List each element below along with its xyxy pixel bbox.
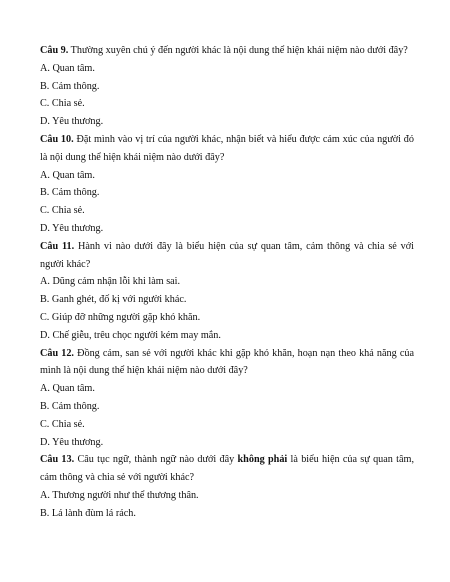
answer-option: D. Yêu thương. [40, 116, 104, 128]
answer-option: A. Dũng cảm nhận lỗi khi làm sai. [40, 276, 181, 288]
question-emphasis: không phải [237, 454, 288, 466]
question-body: Thường xuyên chú ý đến người khác là nội dung thể hiện khái niệm nào dưới đây? [68, 45, 408, 56]
answer-option: C. Chia sẻ. [40, 418, 85, 430]
question-text [40, 131, 414, 167]
question-number: Câu 12. [40, 347, 74, 359]
question-number: Câu 10. [40, 133, 74, 145]
answer-option: B. Cảm thông. [40, 187, 100, 199]
answer-option: A. Quan tâm. [40, 383, 95, 395]
answer-option: A. Quan tâm. [40, 169, 95, 181]
question-text [40, 451, 414, 487]
question-text [40, 42, 414, 60]
question-13 [40, 451, 414, 522]
question-text [40, 345, 414, 381]
question-body: Hành vi nào dưới đây là biểu hiện của sự quan tâm, cảm thông và chia sẻ với người khác? [40, 240, 414, 270]
answer-option: A. Quan tâm. [40, 62, 95, 74]
answer-option: C. Chia sẻ. [40, 205, 85, 217]
question-body: Đồng cảm, san sẻ với người khác khi gặp khó khăn, hoạn nạn theo khả năng của mình là nội dung thể hiện khái niệm nào dưới đây? [40, 347, 414, 377]
answer-option: C. Giúp đỡ những người gặp khó khăn. [40, 311, 201, 323]
question-number: Câu 11. [40, 240, 75, 252]
answer-option: B. Cảm thông. [40, 80, 100, 92]
answer-option: B. Lá lành đùm lá rách. [40, 507, 136, 519]
question-10 [40, 131, 414, 238]
question-text [40, 238, 414, 274]
answer-option: C. Chia sẻ. [40, 98, 85, 110]
question-number: Câu 9. [40, 45, 69, 56]
question-9 [40, 42, 414, 131]
answer-option: B. Ganh ghét, đố kị với người khác. [40, 294, 187, 306]
answer-option: D. Chế giễu, trêu chọc người kém may mắn. [40, 329, 221, 341]
answer-option: D. Yêu thương. [40, 222, 104, 234]
question-number: Câu 13. [40, 454, 75, 466]
question-11 [40, 238, 414, 345]
question-body-after: là biểu hiện của sự quan tâm, cảm thông và chia sẻ với người khác? [40, 454, 414, 484]
question-body-before: Câu tục ngữ, thành ngữ nào dưới đây [74, 454, 238, 466]
answer-option: D. Yêu thương. [40, 436, 104, 448]
answer-option: B. Cảm thông. [40, 400, 100, 412]
question-body: Đặt mình vào vị trí của người khác, nhận biết và hiểu được cảm xúc của người đó là nội dung thể hiện khái niệm nào dưới đây? [40, 133, 414, 163]
question-12 [40, 345, 414, 452]
answer-option: A. Thương người như thể thương thân. [40, 489, 199, 501]
